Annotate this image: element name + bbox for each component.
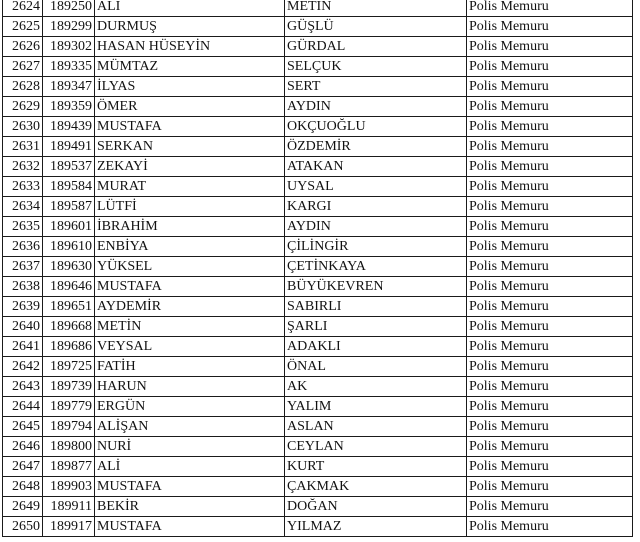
last-name-cell: SERT [285,77,467,97]
table-row [3,97,633,117]
row-number-cell: 2634 [3,197,43,217]
row-number-cell: 2648 [3,477,43,497]
row-number-cell: 2642 [3,357,43,377]
position-cell: Polis Memuru [467,277,633,297]
table-row [3,377,633,397]
position-cell: Polis Memuru [467,437,633,457]
row-number-cell: 2627 [3,57,43,77]
position-cell: Polis Memuru [467,377,633,397]
first-name-cell: VEYSAL [95,337,285,357]
position-cell: Polis Memuru [467,197,633,217]
first-name-cell: MUSTAFA [95,277,285,297]
position-cell: Polis Memuru [467,357,633,377]
row-number-cell: 2643 [3,377,43,397]
registry-number-cell: 189877 [43,457,95,477]
first-name-cell: MUSTAFA [95,517,285,537]
table-row [3,337,633,357]
row-number-cell: 2626 [3,37,43,57]
row-number-cell: 2647 [3,457,43,477]
row-number-cell: 2638 [3,277,43,297]
table-row [3,117,633,137]
position-cell: Polis Memuru [467,257,633,277]
registry-number-cell: 189359 [43,97,95,117]
position-cell: Polis Memuru [467,97,633,117]
position-cell: Polis Memuru [467,0,633,17]
table-row [3,497,633,517]
first-name-cell: HARUN [95,377,285,397]
position-cell: Polis Memuru [467,497,633,517]
registry-number-cell: 189439 [43,117,95,137]
last-name-cell: ÖNAL [285,357,467,377]
registry-number-cell: 189668 [43,317,95,337]
table-body [3,0,633,537]
position-cell: Polis Memuru [467,297,633,317]
first-name-cell: FATİH [95,357,285,377]
registry-number-cell: 189903 [43,477,95,497]
document-page [2,0,632,537]
first-name-cell: NURİ [95,437,285,457]
table-row [3,77,633,97]
first-name-cell: MURAT [95,177,285,197]
first-name-cell: HASAN HÜSEYİN [95,37,285,57]
position-cell: Polis Memuru [467,37,633,57]
row-number-cell: 2644 [3,397,43,417]
table-row [3,157,633,177]
first-name-cell: YÜKSEL [95,257,285,277]
last-name-cell: ADAKLI [285,337,467,357]
registry-number-cell: 189739 [43,377,95,397]
first-name-cell: ALİ [95,0,285,17]
last-name-cell: KURT [285,457,467,477]
first-name-cell: DURMUŞ [95,17,285,37]
registry-number-cell: 189587 [43,197,95,217]
row-number-cell: 2639 [3,297,43,317]
position-cell: Polis Memuru [467,137,633,157]
position-cell: Polis Memuru [467,177,633,197]
row-number-cell: 2629 [3,97,43,117]
last-name-cell: AYDIN [285,97,467,117]
first-name-cell: İBRAHİM [95,217,285,237]
last-name-cell: ASLAN [285,417,467,437]
position-cell: Polis Memuru [467,337,633,357]
table-row [3,177,633,197]
registry-number-cell: 189250 [43,0,95,17]
registry-number-cell: 189917 [43,517,95,537]
position-cell: Polis Memuru [467,117,633,137]
row-number-cell: 2637 [3,257,43,277]
first-name-cell: METİN [95,317,285,337]
last-name-cell: ŞARLI [285,317,467,337]
registry-number-cell: 189335 [43,57,95,77]
registry-number-cell: 189491 [43,137,95,157]
table-row [3,297,633,317]
position-cell: Polis Memuru [467,77,633,97]
last-name-cell: YALIM [285,397,467,417]
row-number-cell: 2645 [3,417,43,437]
position-cell: Polis Memuru [467,397,633,417]
table-row [3,17,633,37]
last-name-cell: ATAKAN [285,157,467,177]
table-row [3,317,633,337]
row-number-cell: 2636 [3,237,43,257]
registry-number-cell: 189779 [43,397,95,417]
registry-number-cell: 189302 [43,37,95,57]
first-name-cell: SERKAN [95,137,285,157]
position-cell: Polis Memuru [467,157,633,177]
last-name-cell: OKÇUOĞLU [285,117,467,137]
registry-number-cell: 189299 [43,17,95,37]
position-cell: Polis Memuru [467,317,633,337]
row-number-cell: 2630 [3,117,43,137]
position-cell: Polis Memuru [467,237,633,257]
table-row [3,397,633,417]
position-cell: Polis Memuru [467,417,633,437]
table-row [3,277,633,297]
registry-number-cell: 189800 [43,437,95,457]
position-cell: Polis Memuru [467,477,633,497]
table-row [3,0,633,17]
last-name-cell: METİN [285,0,467,17]
registry-number-cell: 189686 [43,337,95,357]
registry-number-cell: 189630 [43,257,95,277]
table-row [3,237,633,257]
table-row [3,37,633,57]
first-name-cell: BEKİR [95,497,285,517]
table-row [3,477,633,497]
first-name-cell: MÜMTAZ [95,57,285,77]
registry-number-cell: 189794 [43,417,95,437]
last-name-cell: ÖZDEMİR [285,137,467,157]
first-name-cell: ZEKAYİ [95,157,285,177]
last-name-cell: UYSAL [285,177,467,197]
registry-number-cell: 189610 [43,237,95,257]
table-row [3,57,633,77]
last-name-cell: GÜŞLÜ [285,17,467,37]
registry-number-cell: 189584 [43,177,95,197]
last-name-cell: AYDIN [285,217,467,237]
table-row [3,437,633,457]
registry-number-cell: 189725 [43,357,95,377]
last-name-cell: KARGI [285,197,467,217]
row-number-cell: 2650 [3,517,43,537]
last-name-cell: ÇETİNKAYA [285,257,467,277]
registry-number-cell: 189347 [43,77,95,97]
row-number-cell: 2631 [3,137,43,157]
last-name-cell: DOĞAN [285,497,467,517]
row-number-cell: 2640 [3,317,43,337]
position-cell: Polis Memuru [467,17,633,37]
table-row [3,517,633,537]
table-row [3,257,633,277]
row-number-cell: 2625 [3,17,43,37]
registry-number-cell: 189601 [43,217,95,237]
row-number-cell: 2635 [3,217,43,237]
last-name-cell: ÇAKMAK [285,477,467,497]
last-name-cell: SELÇUK [285,57,467,77]
row-number-cell: 2628 [3,77,43,97]
last-name-cell: GÜRDAL [285,37,467,57]
table-row [3,357,633,377]
position-cell: Polis Memuru [467,217,633,237]
first-name-cell: ALİŞAN [95,417,285,437]
first-name-cell: LÜTFİ [95,197,285,217]
registry-number-cell: 189651 [43,297,95,317]
last-name-cell: ÇİLİNGİR [285,237,467,257]
row-number-cell: 2632 [3,157,43,177]
row-number-cell: 2624 [3,0,43,17]
registry-number-cell: 189537 [43,157,95,177]
last-name-cell: SABIRLI [285,297,467,317]
table-row [3,457,633,477]
row-number-cell: 2649 [3,497,43,517]
position-cell: Polis Memuru [467,57,633,77]
table-row [3,417,633,437]
last-name-cell: AK [285,377,467,397]
first-name-cell: ALİ [95,457,285,477]
last-name-cell: BÜYÜKEVREN [285,277,467,297]
row-number-cell: 2633 [3,177,43,197]
position-cell: Polis Memuru [467,517,633,537]
first-name-cell: MUSTAFA [95,117,285,137]
first-name-cell: AYDEMİR [95,297,285,317]
last-name-cell: CEYLAN [285,437,467,457]
first-name-cell: İLYAS [95,77,285,97]
personnel-table [2,0,633,537]
table-row [3,137,633,157]
table-row [3,197,633,217]
table-row [3,217,633,237]
first-name-cell: ERGÜN [95,397,285,417]
first-name-cell: MUSTAFA [95,477,285,497]
first-name-cell: ÖMER [95,97,285,117]
row-number-cell: 2646 [3,437,43,457]
registry-number-cell: 189911 [43,497,95,517]
last-name-cell: YILMAZ [285,517,467,537]
registry-number-cell: 189646 [43,277,95,297]
first-name-cell: ENBİYA [95,237,285,257]
position-cell: Polis Memuru [467,457,633,477]
row-number-cell: 2641 [3,337,43,357]
